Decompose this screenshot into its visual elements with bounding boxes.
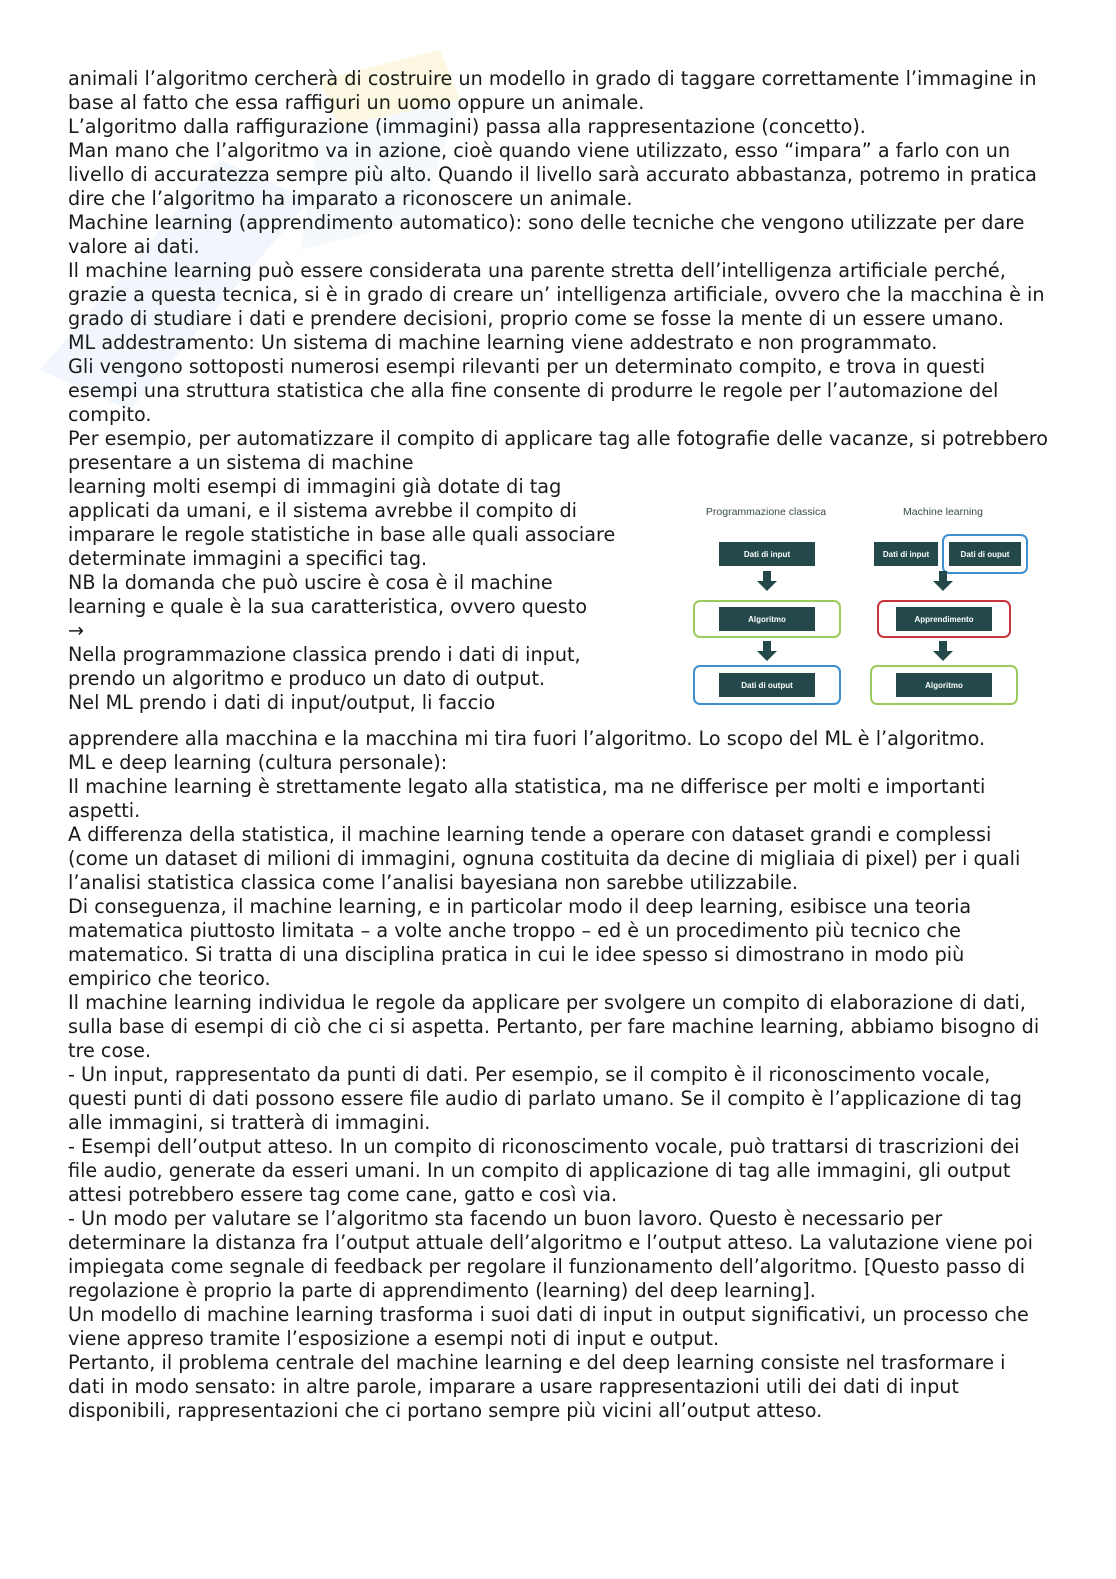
box-label: Algoritmo <box>748 615 786 624</box>
comparison-diagram <box>693 495 1053 727</box>
arrow-symbol: → <box>68 619 85 642</box>
section-heading: ML e deep learning (cultura personale): <box>68 751 448 774</box>
paragraph: A differenza della statistica, il machine learning tende a operare con dataset grandi e complessi (come un dataset di milioni di immagini, ognuna costituita da decine di migliaia di pixel) per i quali l’analisi statistica classica come l’analisi bayesiana non sarebbe utilizzabile. <box>68 823 1021 894</box>
diagram-title-classic: Programmazione classica <box>705 506 827 518</box>
text-before-figure <box>68 67 1048 475</box>
paragraph: Man mano che l’algoritmo va in azione, cioè quando viene utilizzato, esso “impara” a farlo con un livello di accuratezza sempre più alto. Quando il livello sarà accurato abbastanza, potremo in pratica dire che l’algoritmo ha imparato a riconoscere un animale. <box>68 139 1037 210</box>
paragraph: apprendere alla macchina e la macchina mi tira fuori l’algoritmo. Lo scopo del ML è l’algoritmo. <box>68 727 986 750</box>
paragraph: learning molti esempi di immagini già dotate di tag applicati da umani, e il sistema avrebbe il compito di imparare le regole statistiche in base alle quali associare determinate immagini a specifici tag. <box>68 475 616 570</box>
paragraph: Gli vengono sottoposti numerosi esempi rilevanti per un determinato compito, e trova in questi esempi una struttura statistica che alla fine consente di produrre le regole per l’automazione del compito. <box>68 355 999 426</box>
arrow-down-icon <box>933 641 953 661</box>
figure-block <box>68 475 1048 727</box>
paragraph: L’algoritmo dalla raffigurazione (immagini) passa alla rappresentazione (concetto). <box>68 115 866 138</box>
paragraph: Il machine learning individua le regole da applicare per svolgere un compito di elaborazione di dati, sulla base di esempi di ciò che ci si aspetta. Pertanto, per fare machine learning, abbiamo bisogno di tre cose. <box>68 991 1040 1062</box>
paragraph: Per esempio, per automatizzare il compito di applicare tag alle fotografie delle vacanze, si potrebbero presentare a un sistema di machine <box>68 427 1049 474</box>
paragraph: NB la domanda che può uscire è cosa è il machine learning e quale è la sua caratteristica, ovvero questo <box>68 571 588 618</box>
paragraph: Il machine learning può essere considerata una parente stretta dell’intelligenza artificiale perché, grazie a questa tecnica, si è in grado di creare un’ intelligenza artificiale, ovvero che la macchina è in grado di studiare i dati e prendere decisioni, proprio come se fosse la mente di un essere umano. <box>68 259 1045 330</box>
text-after-figure <box>68 727 1048 1423</box>
list-item: - Un input, rappresentato da punti di dati. Per esempio, se il compito è il riconoscimento vocale, questi punti di dati possono essere file audio di parlato umano. Se il compito è l’applicazione di tag alle immagini, si tratterà di immagini. <box>68 1063 1022 1134</box>
paragraph: Machine learning (apprendimento automatico): sono delle tecniche che vengono utilizzate per dare valore ai dati. <box>68 211 1025 258</box>
arrow-down-icon <box>757 571 777 591</box>
paragraph: animali l’algoritmo cercherà di costruire un modello in grado di taggare correttamente l’immagine in base al fatto che essa raffiguri un uomo oppure un animale. <box>68 67 1037 114</box>
paragraph: ML addestramento: Un sistema di machine learning viene addestrato e non programmato. <box>68 331 938 354</box>
document-page <box>68 67 1048 1423</box>
paragraph: Nel ML prendo i dati di input/output, li faccio <box>68 691 496 714</box>
paragraph: Il machine learning è strettamente legato alla statistica, ma ne differisce per molti e importanti aspetti. <box>68 775 986 822</box>
box-label: Apprendimento <box>914 615 974 624</box>
box-label: Dati di output <box>741 681 793 690</box>
paragraph: Nella programmazione classica prendo i dati di input, prendo un algoritmo e produco un dato di output. <box>68 643 581 690</box>
list-item: - Esempi dell’output atteso. In un compito di riconoscimento vocale, può trattarsi di trascrizioni dei file audio, generate da esseri umani. In un compito di applicazione di tag alle immagini, gli output attesi potrebbero essere tag come cane, gatto e così via. <box>68 1135 1020 1206</box>
paragraph: Pertanto, il problema centrale del machine learning e del deep learning consiste nel trasformare i dati in modo sensato: in altre parole, imparare a usare rappresentazioni utili dei dati di input disponibili, rappresentazioni che ci portano sempre più vicini all’output atteso. <box>68 1351 1006 1422</box>
paragraph: Di conseguenza, il machine learning, e in particolar modo il deep learning, esibisce una teoria matematica piuttosto limitata – a volte anche troppo – ed è un procedimento più tecnico che matematico. Si tratta di una disciplina pratica in cui le idee spesso si dimostrano in modo più empirico che teorico. <box>68 895 972 990</box>
box-label: Dati di ouput <box>960 550 1010 559</box>
box-label: Algoritmo <box>925 681 963 690</box>
diagram-title-ml: Machine learning <box>903 506 983 518</box>
box-label: Dati di input <box>743 550 791 559</box>
arrow-down-icon <box>757 641 777 661</box>
figure-side-text <box>68 475 628 715</box>
list-item: - Un modo per valutare se l’algoritmo sta facendo un buon lavoro. Questo è necessario per determinare la distanza fra l’output attuale dell’algoritmo e l’output atteso. La valutazione viene poi impiegata come segnale di feedback per regolare il funzionamento dell’algoritmo. [Questo passo di regolazione è proprio la parte di apprendimento (learning) del deep learning]. <box>68 1207 1033 1302</box>
paragraph: Un modello di machine learning trasforma i suoi dati di input in output significativi, un processo che viene appreso tramite l’esposizione a esempi noti di input e output. <box>68 1303 1029 1350</box>
box-label: Dati di input <box>882 550 930 559</box>
